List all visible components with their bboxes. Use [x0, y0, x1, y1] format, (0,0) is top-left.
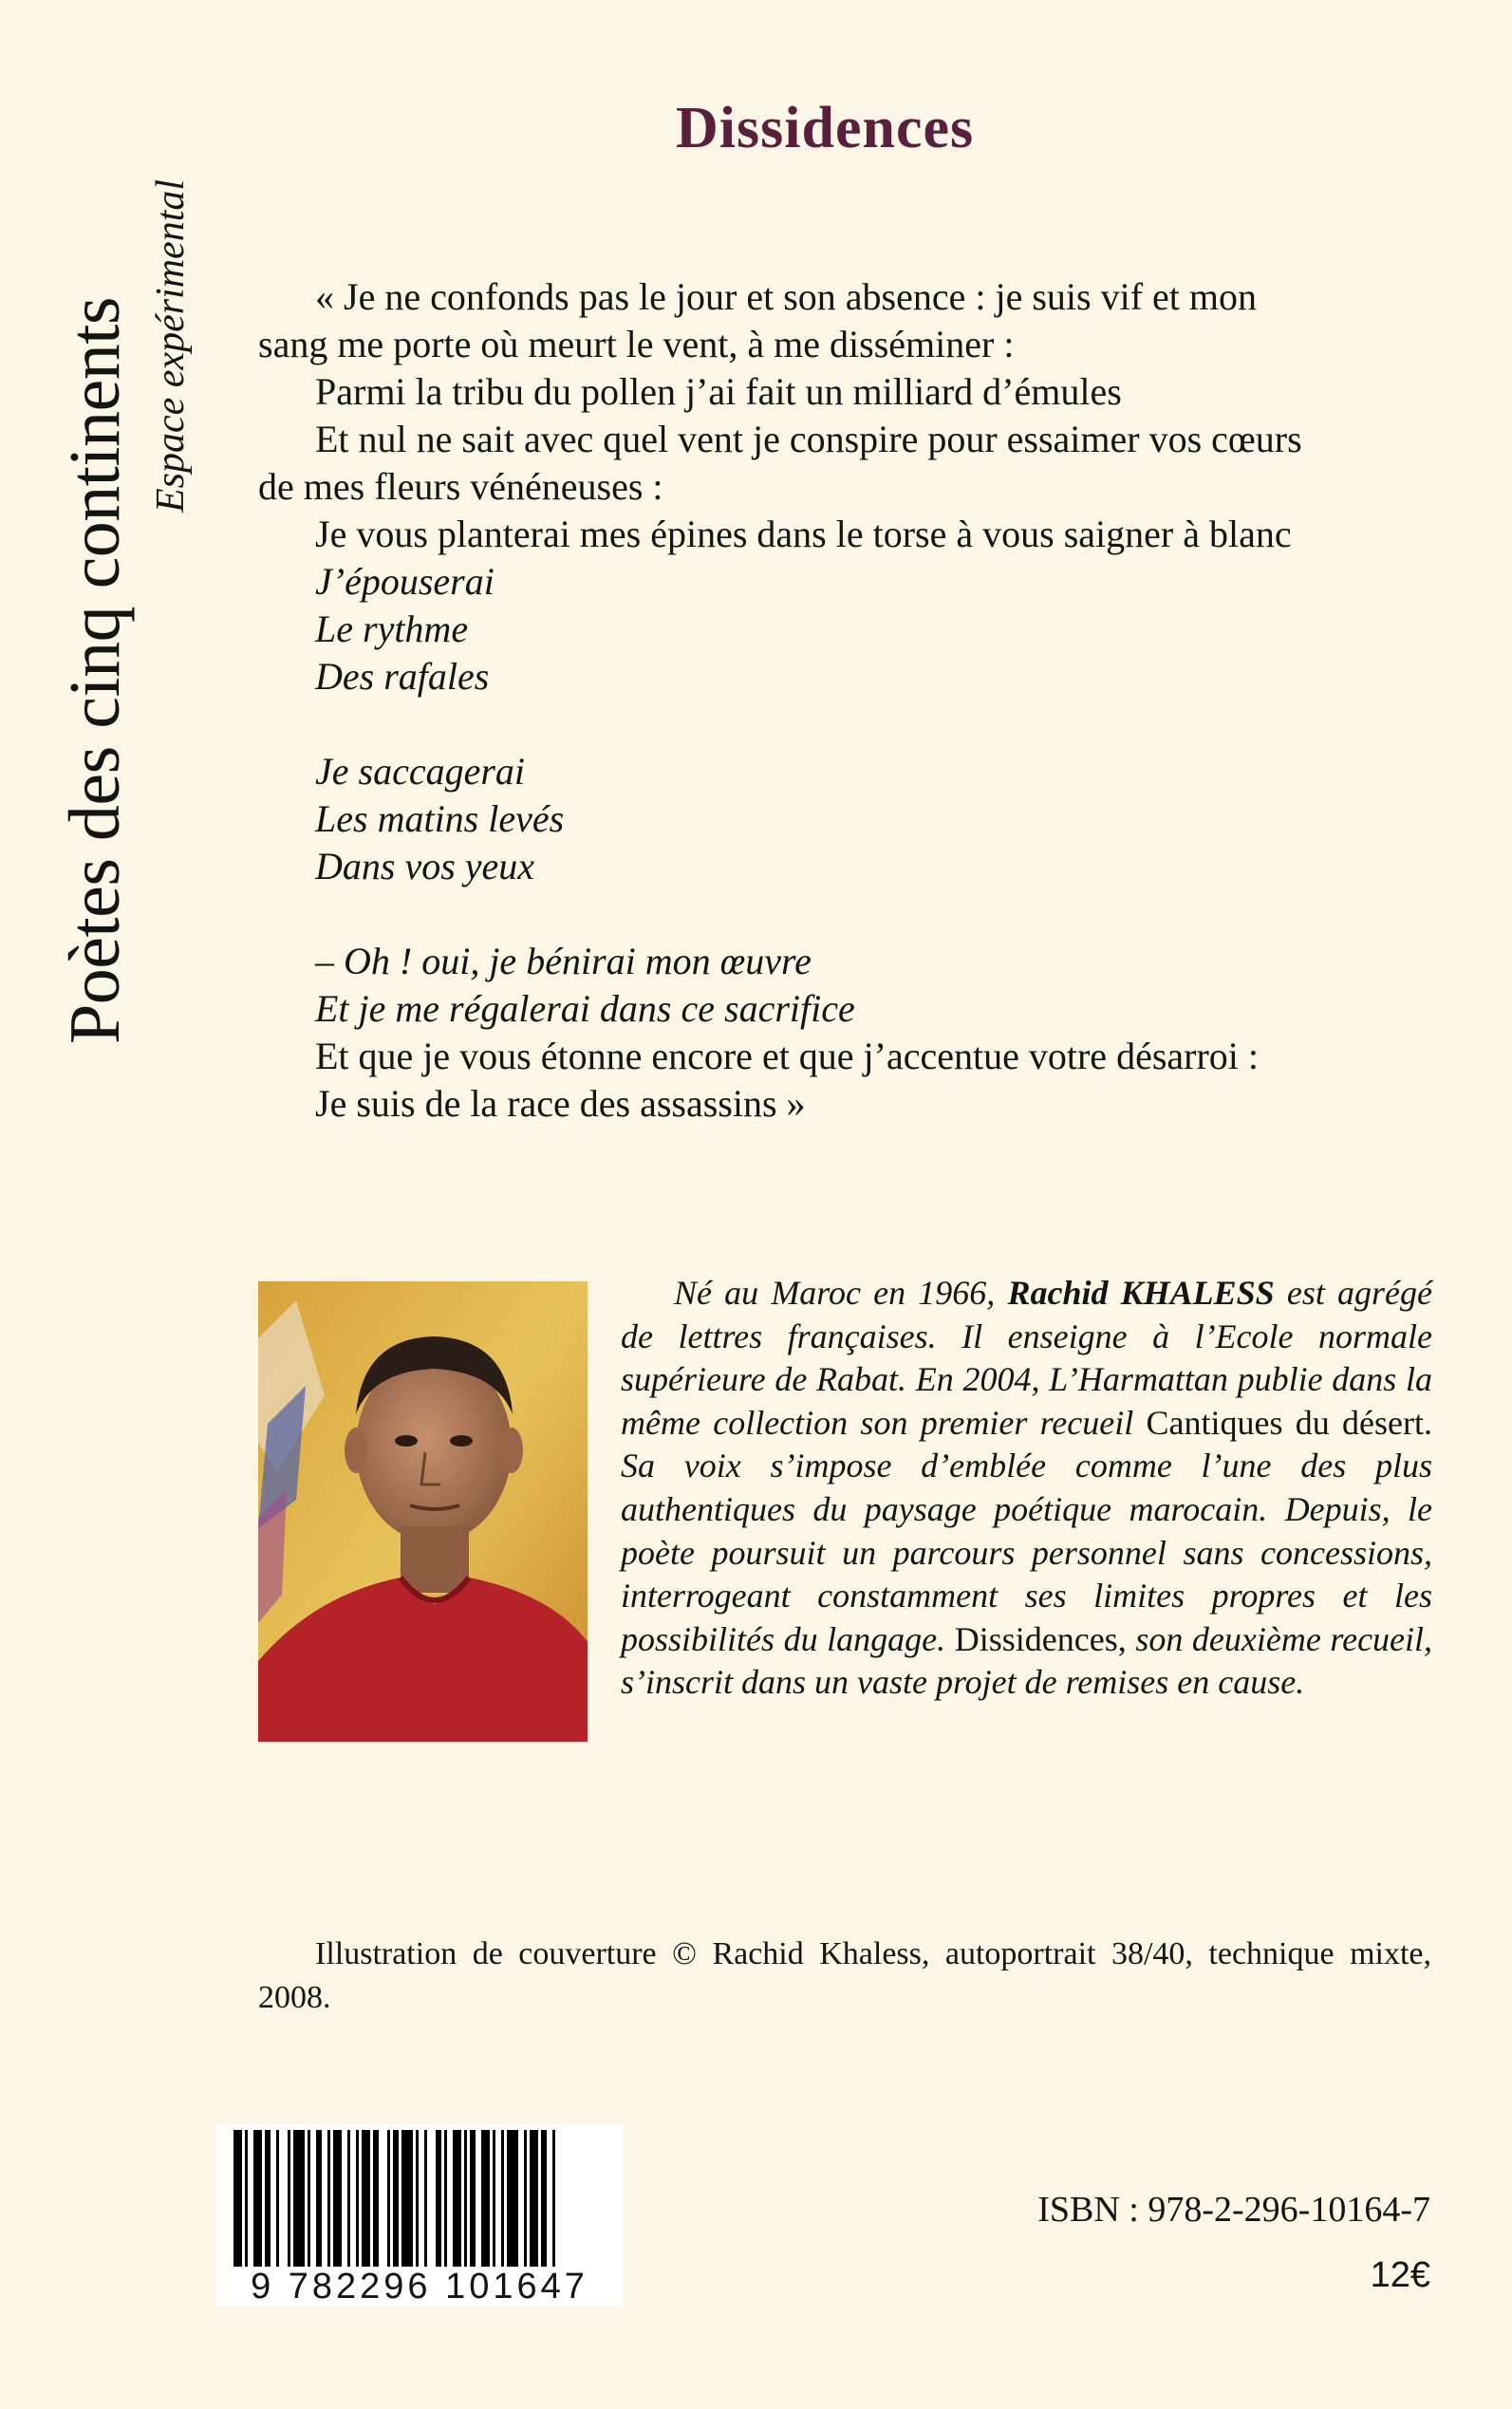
stanza-break — [258, 700, 1435, 748]
author-name: Rachid KHALESS — [1007, 1274, 1275, 1312]
poem-line: Je vous planterai mes épines dans le torse à vous saigner à blanc — [315, 513, 1292, 555]
poem-line: Et je me régalerai dans ce sacrifice — [315, 987, 855, 1030]
poem-line: Le rythme — [315, 607, 469, 650]
poem-line: Je suis de la race des assassins » — [315, 1082, 806, 1125]
bio-text: son deuxième recueil, s’inscrit dans un vaste projet de remises en cause. — [621, 1619, 1433, 1702]
poem-line: sang me porte où meurt le vent, à me disséminer : — [258, 323, 1015, 365]
book-title: Dissidences — [676, 96, 975, 160]
isbn: ISBN : 978-2-296-10164-7 — [1037, 2190, 1430, 2230]
bio-book-title: Dissidences, — [954, 1619, 1127, 1658]
poem-line: Je saccagerai — [315, 750, 526, 793]
bio-book-title: Cantiques du désert. — [1146, 1403, 1432, 1442]
bio-text: Né au Maroc en 1966, — [674, 1274, 996, 1312]
author-portrait — [258, 1281, 588, 1742]
series-block — [55, 178, 193, 1044]
poem-line: Dans vos yeux — [315, 845, 535, 887]
poem-line: « Je ne confonds pas le jour et son absence : je suis vif et mon — [315, 275, 1257, 318]
poem-line: Les matins levés — [315, 797, 565, 840]
poem-line: de mes fleurs vénéneuses : — [258, 465, 663, 508]
poem-line: Et nul ne sait avec quel vent je conspire pour essaimer vos cœurs — [315, 418, 1302, 460]
series-title: Poètes des cinq continents — [55, 297, 135, 1044]
credit-text: Illustration de couverture © Rachid Khaless, autoportrait 38/40, technique mixte, 2008. — [258, 1936, 1431, 2015]
poem-line: Des rafales — [315, 655, 490, 698]
stanza-break — [258, 890, 1435, 938]
barcode-digits: 9 782296 101647 — [216, 2267, 623, 2305]
poem-line: Et que je vous étonne encore et que j’accentue votre désarroi : — [315, 1035, 1260, 1077]
bio-text: est agrégé de lettres françaises. Il enseigne à l’Ecole normale supérieure de Rabat. En 2004, L’Harmattan publie dans la même collection son premier recueil — [621, 1274, 1432, 1442]
cover-credit — [258, 1933, 1431, 2020]
author-bio — [621, 1272, 1432, 1705]
poem-line: – Oh ! oui, je bénirai mon œuvre — [315, 940, 812, 982]
bio-text: Sa voix s’impose d’emblée comme l’une des plus authentiques du paysage poétique marocain. Depuis, le poète poursuit un parcours personnel sans concessions, interrogeant constamment ses limites propres et les possibilités du langage. — [621, 1447, 1432, 1658]
poem-line: J’épouserai — [315, 560, 495, 603]
price: 12€ — [1370, 2255, 1430, 2295]
poem-line: Parmi la tribu du pollen j’ai fait un milliard d’émules — [315, 370, 1122, 413]
poem-excerpt — [258, 273, 1435, 1128]
series-subtitle: Espace expérimental — [149, 178, 193, 513]
barcode — [216, 2124, 623, 2306]
